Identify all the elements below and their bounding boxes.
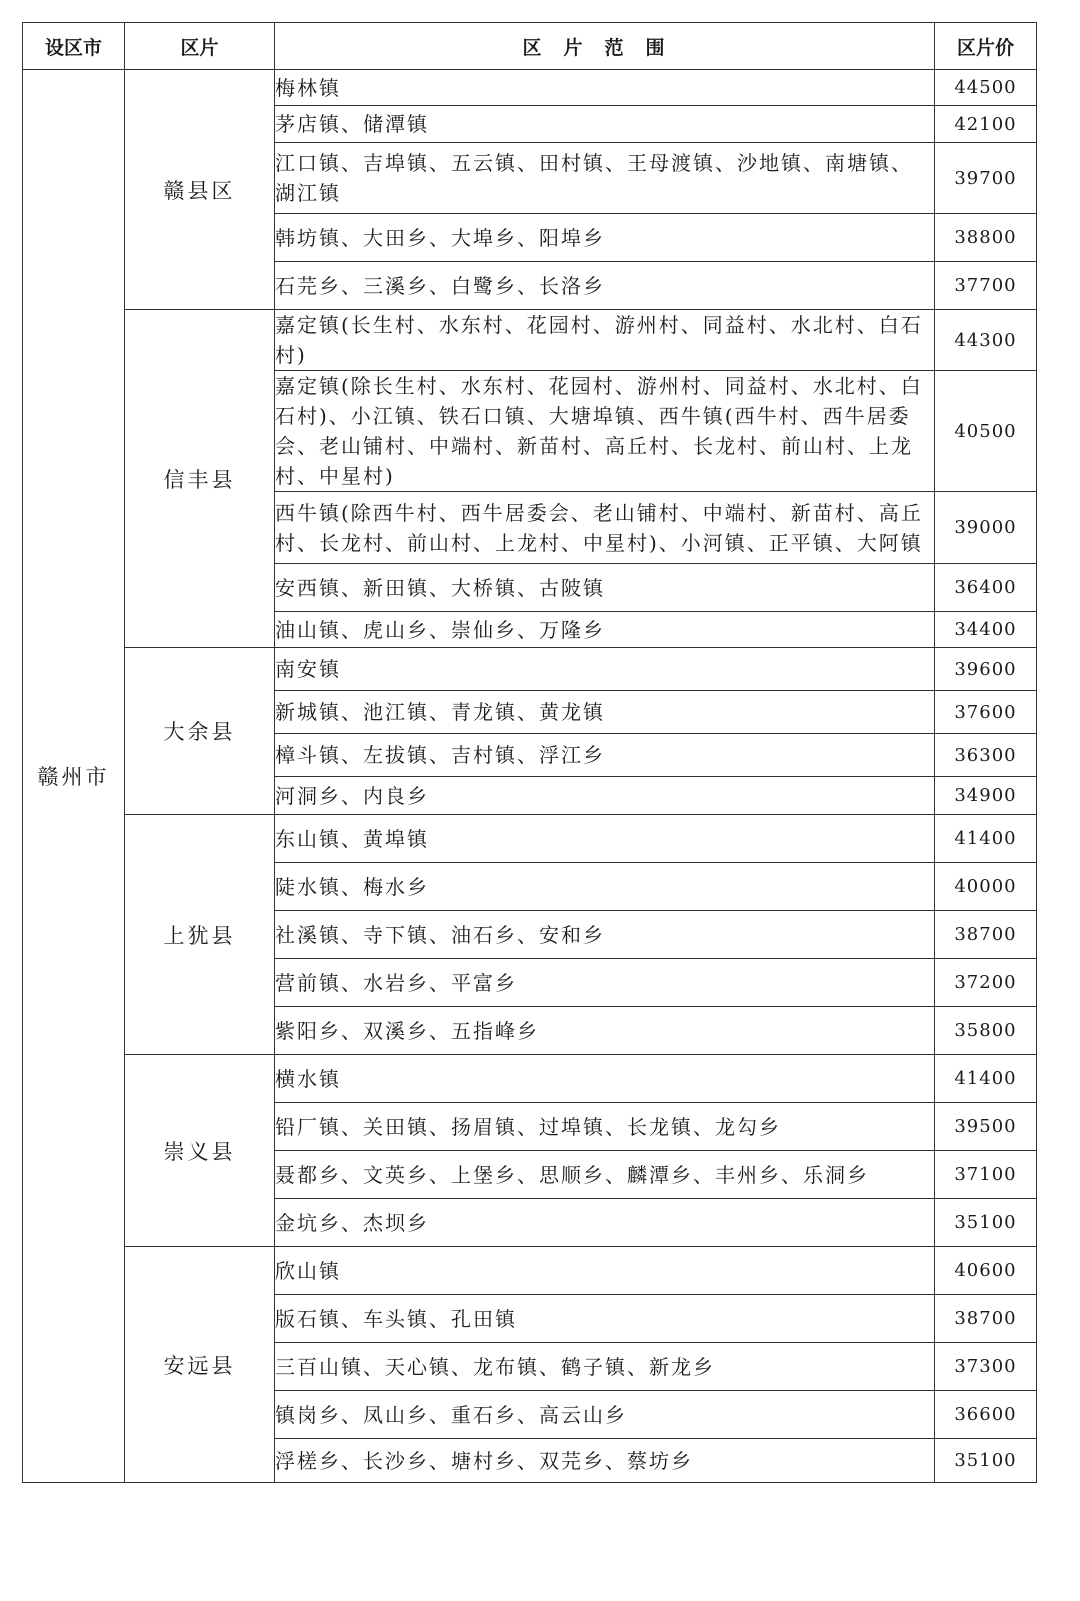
scope-cell: 嘉定镇(除长生村、水东村、花园村、游州村、同益村、水北村、白石村)、小江镇、铁石口镇、大塘埠镇、西牛镇(西牛村、西牛居委会、老山铺村、中端村、新苗村、高丘村、长龙村、前山村、上龙村、中星村) — [275, 371, 935, 492]
scope-cell: 安西镇、新田镇、大桥镇、古陂镇 — [275, 564, 935, 612]
scope-cell: 江口镇、吉埠镇、五云镇、田村镇、王母渡镇、沙地镇、南塘镇、湖江镇 — [275, 143, 935, 214]
district-cell: 赣县区 — [125, 70, 275, 310]
scope-cell: 营前镇、水岩乡、平富乡 — [275, 959, 935, 1007]
scope-cell: 东山镇、黄埠镇 — [275, 815, 935, 863]
price-cell: 37200 — [935, 959, 1037, 1007]
table-row — [23, 648, 1037, 691]
table-row — [23, 70, 1037, 106]
scope-cell: 南安镇 — [275, 648, 935, 691]
price-cell: 39500 — [935, 1103, 1037, 1151]
header-scope: 区片范围 — [275, 23, 935, 70]
scope-cell: 版石镇、车头镇、孔田镇 — [275, 1295, 935, 1343]
scope-cell: 社溪镇、寺下镇、油石乡、安和乡 — [275, 911, 935, 959]
scope-cell: 石芫乡、三溪乡、白鹭乡、长洛乡 — [275, 262, 935, 310]
price-cell: 39600 — [935, 648, 1037, 691]
price-cell: 37600 — [935, 691, 1037, 734]
header-price: 区片价 — [935, 23, 1037, 70]
price-cell: 44500 — [935, 70, 1037, 106]
district-cell: 信丰县 — [125, 310, 275, 648]
scope-cell: 金坑乡、杰坝乡 — [275, 1199, 935, 1247]
price-cell: 36400 — [935, 564, 1037, 612]
price-cell: 39000 — [935, 492, 1037, 564]
scope-cell: 陡水镇、梅水乡 — [275, 863, 935, 911]
land-price-table-container — [22, 22, 1036, 1483]
price-cell: 42100 — [935, 106, 1037, 143]
price-cell: 41400 — [935, 815, 1037, 863]
price-cell: 37300 — [935, 1343, 1037, 1391]
land-price-table — [22, 22, 1037, 1483]
scope-cell: 新城镇、池江镇、青龙镇、黄龙镇 — [275, 691, 935, 734]
header-city: 设区市 — [23, 23, 125, 70]
scope-cell: 茅店镇、储潭镇 — [275, 106, 935, 143]
scope-cell: 油山镇、虎山乡、崇仙乡、万隆乡 — [275, 612, 935, 648]
price-cell: 36300 — [935, 734, 1037, 777]
table-row — [23, 1055, 1037, 1103]
price-cell: 44300 — [935, 310, 1037, 371]
scope-cell: 横水镇 — [275, 1055, 935, 1103]
table-body — [23, 70, 1037, 1483]
district-cell: 上犹县 — [125, 815, 275, 1055]
scope-cell: 西牛镇(除西牛村、西牛居委会、老山铺村、中端村、新苗村、高丘村、长龙村、前山村、上龙村、中星村)、小河镇、正平镇、大阿镇 — [275, 492, 935, 564]
city-cell: 赣州市 — [23, 70, 125, 1483]
district-cell: 崇义县 — [125, 1055, 275, 1247]
price-cell: 37100 — [935, 1151, 1037, 1199]
price-cell: 38700 — [935, 1295, 1037, 1343]
district-cell: 大余县 — [125, 648, 275, 815]
scope-cell: 嘉定镇(长生村、水东村、花园村、游州村、同益村、水北村、白石村) — [275, 310, 935, 371]
scope-cell: 韩坊镇、大田乡、大埠乡、阳埠乡 — [275, 214, 935, 262]
price-cell: 36600 — [935, 1391, 1037, 1439]
district-cell: 安远县 — [125, 1247, 275, 1483]
price-cell: 40500 — [935, 371, 1037, 492]
table-row — [23, 1247, 1037, 1295]
price-cell: 35100 — [935, 1439, 1037, 1483]
table-header-row — [23, 23, 1037, 70]
scope-cell: 河洞乡、内良乡 — [275, 777, 935, 815]
price-cell: 39700 — [935, 143, 1037, 214]
scope-cell: 铅厂镇、关田镇、扬眉镇、过埠镇、长龙镇、龙勾乡 — [275, 1103, 935, 1151]
price-cell: 38800 — [935, 214, 1037, 262]
price-cell: 38700 — [935, 911, 1037, 959]
table-row — [23, 310, 1037, 371]
scope-cell: 浮槎乡、长沙乡、塘村乡、双芫乡、蔡坊乡 — [275, 1439, 935, 1483]
price-cell: 40600 — [935, 1247, 1037, 1295]
scope-cell: 欣山镇 — [275, 1247, 935, 1295]
scope-cell: 镇岗乡、凤山乡、重石乡、高云山乡 — [275, 1391, 935, 1439]
price-cell: 35100 — [935, 1199, 1037, 1247]
table-row — [23, 815, 1037, 863]
scope-cell: 三百山镇、天心镇、龙布镇、鹤子镇、新龙乡 — [275, 1343, 935, 1391]
scope-cell: 紫阳乡、双溪乡、五指峰乡 — [275, 1007, 935, 1055]
price-cell: 34900 — [935, 777, 1037, 815]
price-cell: 34400 — [935, 612, 1037, 648]
price-cell: 37700 — [935, 262, 1037, 310]
header-district: 区片 — [125, 23, 275, 70]
scope-cell: 聂都乡、文英乡、上堡乡、思顺乡、麟潭乡、丰州乡、乐洞乡 — [275, 1151, 935, 1199]
price-cell: 35800 — [935, 1007, 1037, 1055]
price-cell: 41400 — [935, 1055, 1037, 1103]
scope-cell: 樟斗镇、左拔镇、吉村镇、浮江乡 — [275, 734, 935, 777]
scope-cell: 梅林镇 — [275, 70, 935, 106]
price-cell: 40000 — [935, 863, 1037, 911]
